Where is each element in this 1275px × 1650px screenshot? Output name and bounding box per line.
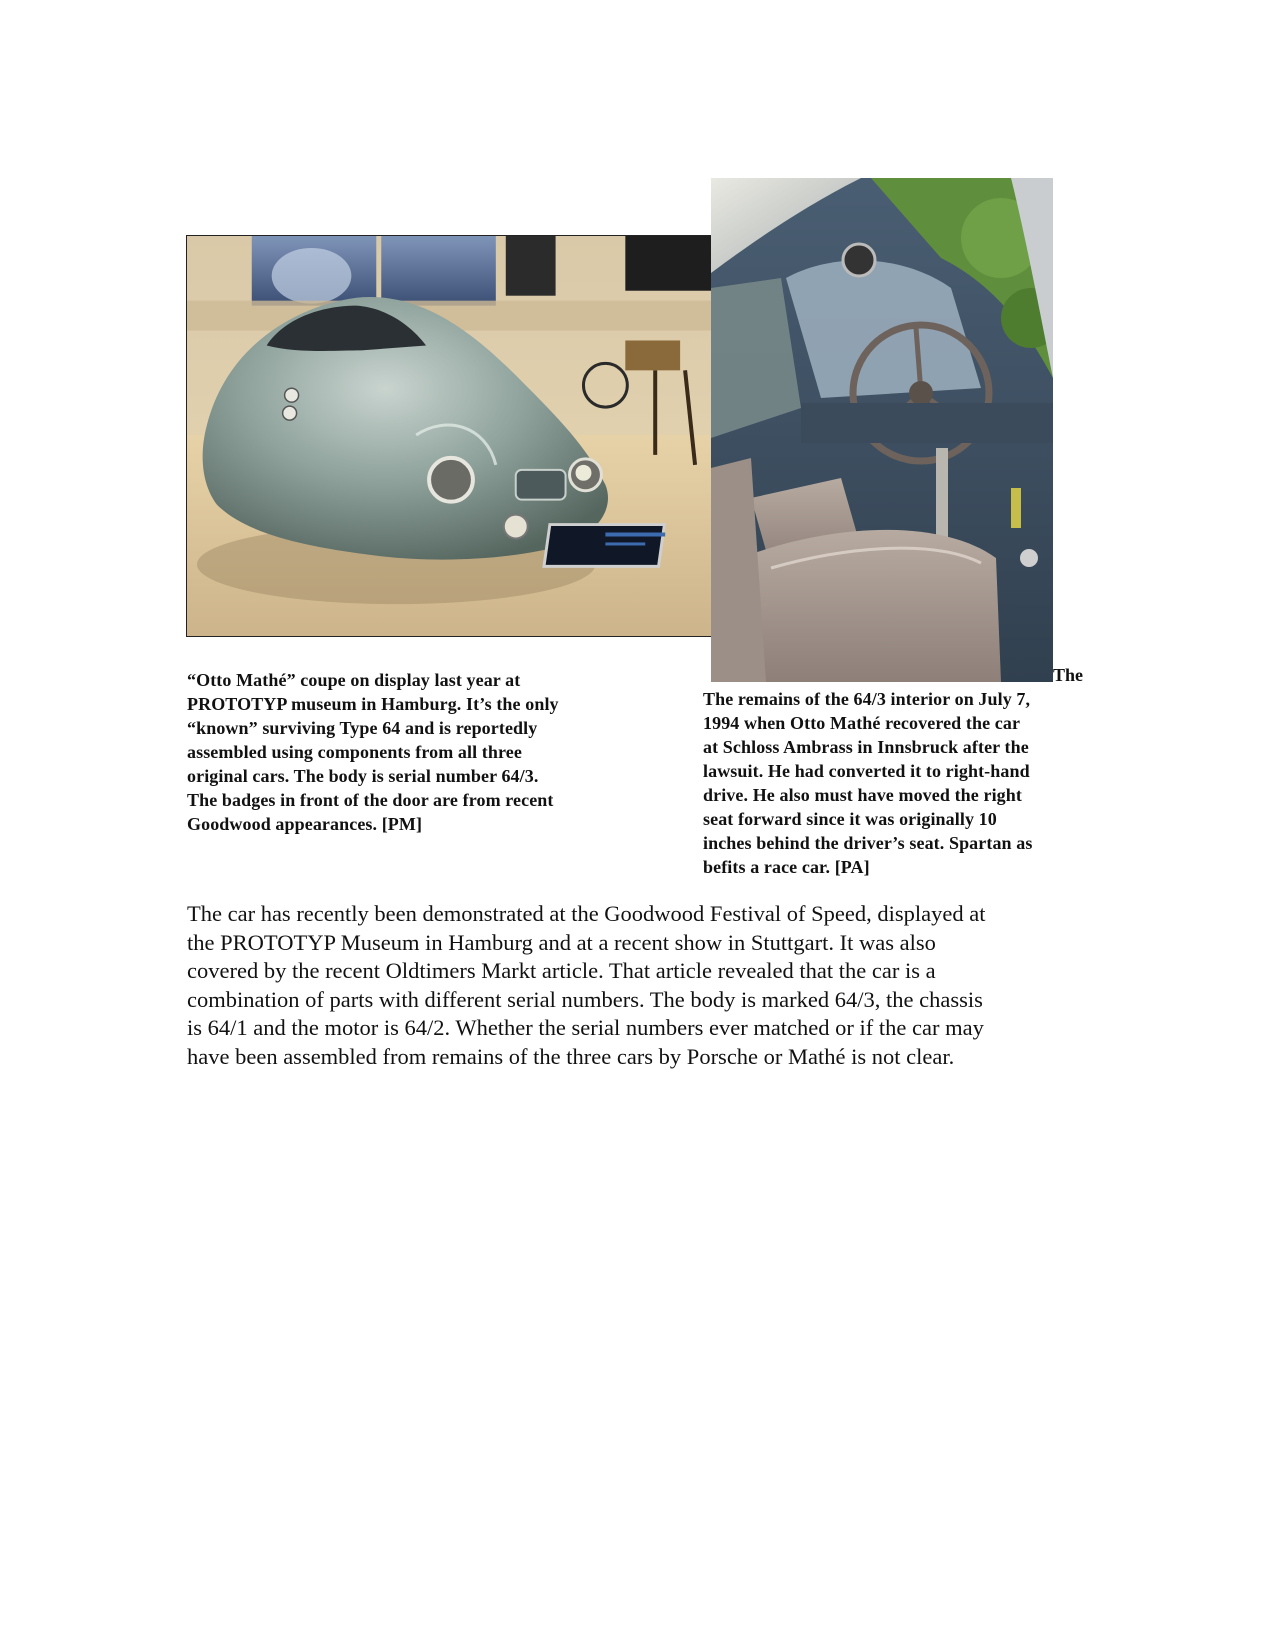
car-interior-photo	[711, 178, 1053, 682]
caption-line: assembled using components from all three	[187, 742, 522, 762]
caption-line: drive. He also must have moved the right	[703, 785, 1022, 805]
museum-coupe-caption	[187, 668, 647, 836]
caption-line: PROTOTYP museum in Hamburg. It’s the only	[187, 694, 559, 714]
museum-coupe-photo	[186, 235, 712, 637]
caption-line: lawsuit. He had converted it to right-hand	[703, 761, 1030, 781]
interior-caption	[703, 687, 1095, 879]
caption-line: 1994 when Otto Mathé recovered the car	[703, 713, 1021, 733]
caption-line: original cars. The body is serial number 64/3.	[187, 766, 539, 786]
caption-line: seat forward since it was originally 10	[703, 809, 997, 829]
caption-line: “known” surviving Type 64 and is reportedly	[187, 718, 538, 738]
caption-line: The remains of the 64/3 interior on July 7,	[703, 689, 1031, 709]
body-line: is 64/1 and the motor is 64/2. Whether the serial numbers ever matched or if the car may	[187, 1015, 984, 1041]
body-line: combination of parts with different serial numbers. The body is marked 64/3, the chassis	[187, 986, 983, 1012]
caption-line: The badges in front of the door are from recent	[187, 790, 554, 810]
body-line: The car has recently been demonstrated at the Goodwood Festival of Speed, displayed at	[187, 901, 986, 926]
caption-line: Goodwood appearances. [PM]	[187, 814, 423, 834]
caption-line: befits a race car. [PA]	[703, 857, 870, 877]
body-line: have been assembled from remains of the three cars by Porsche or Mathé is not clear.	[187, 1043, 955, 1069]
body-line: covered by the recent Oldtimers Markt article. That article revealed that the car is a	[187, 958, 936, 984]
interior-caption-lead: The	[1053, 665, 1084, 685]
caption-line: inches behind the driver’s seat. Spartan as	[703, 833, 1033, 853]
body-paragraph	[187, 900, 1087, 1072]
caption-line: at Schloss Ambrass in Innsbruck after the	[703, 737, 1029, 757]
caption-line: “Otto Mathé” coupe on display last year at	[187, 670, 521, 690]
body-line: the PROTOTYP Museum in Hamburg and at a recent show in Stuttgart. It was also	[187, 929, 936, 955]
